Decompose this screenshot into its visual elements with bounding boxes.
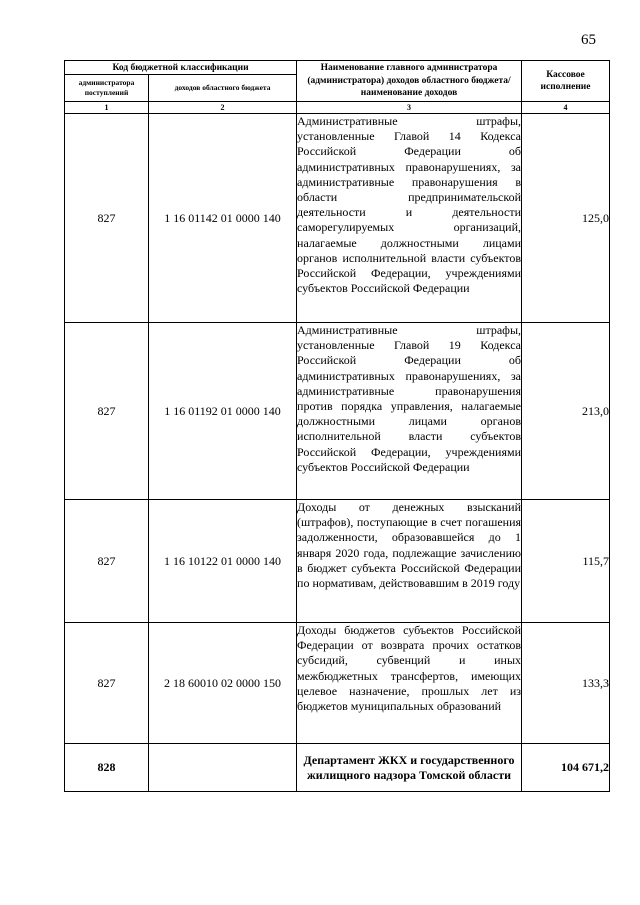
header-code: доходов областного бюджета	[149, 75, 297, 102]
revenue-name-cell: Доходы бюджетов субъектов Российской Федерации от возврата прочих остатков субсидий, субвенций и иных межбюджетных трансфертов, имеющих целевое назначение, прошлых лет из бюджетов муниципальных образований	[297, 623, 522, 744]
header-row	[65, 61, 610, 75]
amount-cell: 115,7	[522, 500, 610, 623]
revenue-code-cell: 2 18 60010 02 0000 150	[149, 623, 297, 744]
revenue-name-cell: Административные штрафы, установленные Главой 14 Кодекса Российской Федерации об административных правонарушениях, за административные правонарушения в области предпринимательской деятельности и деятельности саморегулируемых организаций, налагаемые должностными лицами органов исполнительной власти субъектов Российской Федерации, учреждениями субъектов Российской Федерации	[297, 114, 522, 323]
amount-cell: 125,0	[522, 114, 610, 323]
department-amount: 104 671,2	[522, 744, 610, 792]
revenue-code-cell: 1 16 01142 01 0000 140	[149, 114, 297, 323]
table-row	[65, 323, 610, 500]
department-name: Департамент ЖКХ и государственного жилищного надзора Томской области	[297, 744, 522, 792]
department-row	[65, 744, 610, 792]
department-revenue-code	[149, 744, 297, 792]
revenue-name-cell: Административные штрафы, установленные Главой 19 Кодекса Российской Федерации об административных правонарушениях, за административные правонарушения против порядка управления, налагаемые должностными лицами органов исполнительной власти субъектов Российской Федерации, учреждениями субъектов Российской Федерации	[297, 323, 522, 500]
budget-table	[64, 60, 610, 792]
admin-code-cell: 827	[65, 500, 149, 623]
table-row	[65, 114, 610, 323]
revenue-code-cell: 1 16 10122 01 0000 140	[149, 500, 297, 623]
header-amount: Кассовое исполнение	[522, 61, 610, 102]
header-admin: администратора поступлений	[65, 75, 149, 102]
amount-cell: 133,3	[522, 623, 610, 744]
table-row	[65, 623, 610, 744]
column-number: 4	[522, 102, 610, 114]
revenue-code-cell: 1 16 01192 01 0000 140	[149, 323, 297, 500]
admin-code-cell: 827	[65, 323, 149, 500]
column-number: 3	[297, 102, 522, 114]
amount-cell: 213,0	[522, 323, 610, 500]
header-numbers-row	[65, 102, 610, 114]
admin-code-cell: 827	[65, 623, 149, 744]
revenue-name-cell: Доходы от денежных взысканий (штрафов), поступающие в счет погашения задолженности, образовавшейся до 1 января 2020 года, подлежащие зачислению в бюджет субъекта Российской Федерации по нормативам, действовавшим в 2019 году	[297, 500, 522, 623]
header-classification-code: Код бюджетной классификации	[65, 61, 297, 75]
column-number: 2	[149, 102, 297, 114]
table-row	[65, 500, 610, 623]
department-admin-code: 828	[65, 744, 149, 792]
column-number: 1	[65, 102, 149, 114]
header-name: Наименование главного администратора (администратора) доходов областного бюджета/ наименование доходов	[297, 61, 522, 102]
admin-code-cell: 827	[65, 114, 149, 323]
page-number: 65	[581, 32, 596, 48]
